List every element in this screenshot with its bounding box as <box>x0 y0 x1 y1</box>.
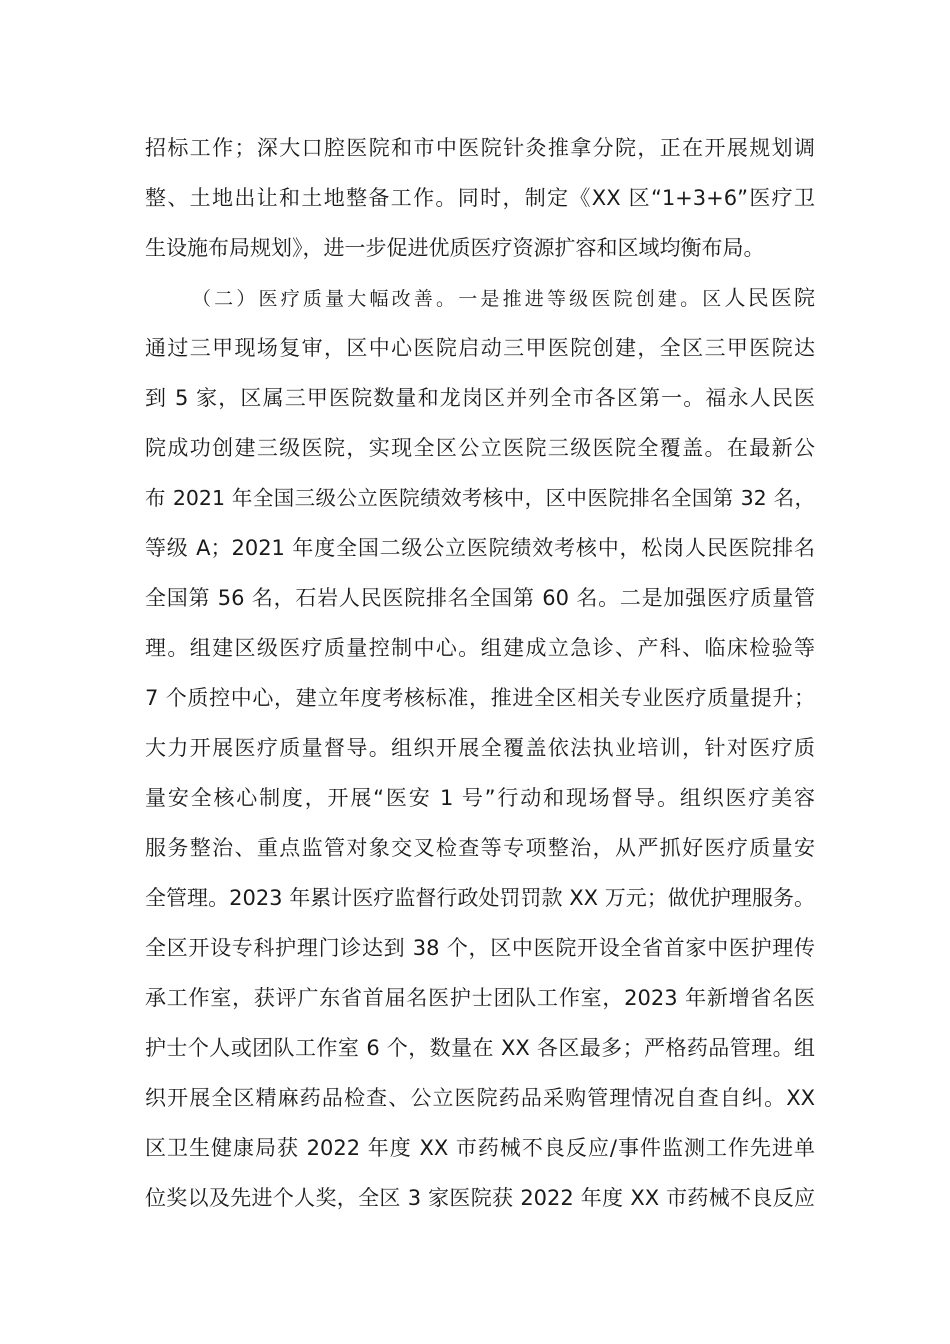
text-line: 生设施布局规划》，进一步促进优质医疗资源扩容和区域均衡布局。 <box>145 236 765 260</box>
section-heading-line <box>192 278 815 318</box>
text-line: 服务整治、重点监管对象交叉检查等专项整治，从严抓好医疗质量安 <box>145 836 815 860</box>
text-line: 招标工作；深大口腔医院和市中医院针灸推拿分院，正在开展规划调 <box>145 136 815 160</box>
text-line: 承工作室，获评广东省首届名医护士团队工作室，2023 年新增省名医 <box>145 986 815 1010</box>
text-line: 整、土地出让和土地整备工作。同时，制定《XX 区“1+3+6”医疗卫 <box>145 186 815 210</box>
text-line: 布 2021 年全国三级公立医院绩效考核中，区中医院排名全国第 32 名， <box>145 486 815 510</box>
text-line: 护士个人或团队工作室 6 个，数量在 XX 各区最多；严格药品管理。组 <box>145 1036 815 1060</box>
text-line: 位奖以及先进个人奖，全区 3 家医院获 2022 年度 XX 市药械不良反应 <box>145 1186 815 1210</box>
text-line: 7 个质控中心，建立年度考核标准，推进全区相关专业医疗质量提升； <box>145 686 815 710</box>
text-line: 通过三甲现场复审，区中心医院启动三甲医院创建，全区三甲医院达 <box>145 336 815 360</box>
text-line: 理。组建区级医疗质量控制中心。组建成立急诊、产科、临床检验等 <box>145 636 815 660</box>
text-line: 全管理。2023 年累计医疗监督行政处罚罚款 XX 万元；做优护理服务。 <box>145 886 815 910</box>
text-line: 织开展全区精麻药品检查、公立医院药品采购管理情况自查自纠。XX <box>145 1086 815 1110</box>
text-line: 区卫生健康局获 2022 年度 XX 市药械不良反应/事件监测工作先进单 <box>145 1136 815 1160</box>
section-heading-tail: 人民医院 <box>724 286 815 310</box>
text-line: 大力开展医疗质量督导。组织开展全覆盖依法执业培训，针对医疗质 <box>145 736 815 760</box>
text-line: 到 5 家，区属三甲医院数量和龙岗区并列全市各区第一。福永人民医 <box>145 386 815 410</box>
text-line: 量安全核心制度，开展“医安 1 号”行动和现场督导。组织医疗美容 <box>145 786 815 810</box>
text-line: 等级 A；2021 年度全国二级公立医院绩效考核中，松岗人民医院排名 <box>145 536 815 560</box>
section-heading: （二）医疗质量大幅改善。一是推进等级医院创建。区 <box>192 288 725 310</box>
text-line: 院成功创建三级医院，实现全区公立医院三级医院全覆盖。在最新公 <box>145 436 815 460</box>
text-line: 全国第 56 名，石岩人民医院排名全国第 60 名。二是加强医疗质量管 <box>145 586 815 610</box>
text-line: 全区开设专科护理门诊达到 38 个，区中医院开设全省首家中医护理传 <box>145 936 815 960</box>
